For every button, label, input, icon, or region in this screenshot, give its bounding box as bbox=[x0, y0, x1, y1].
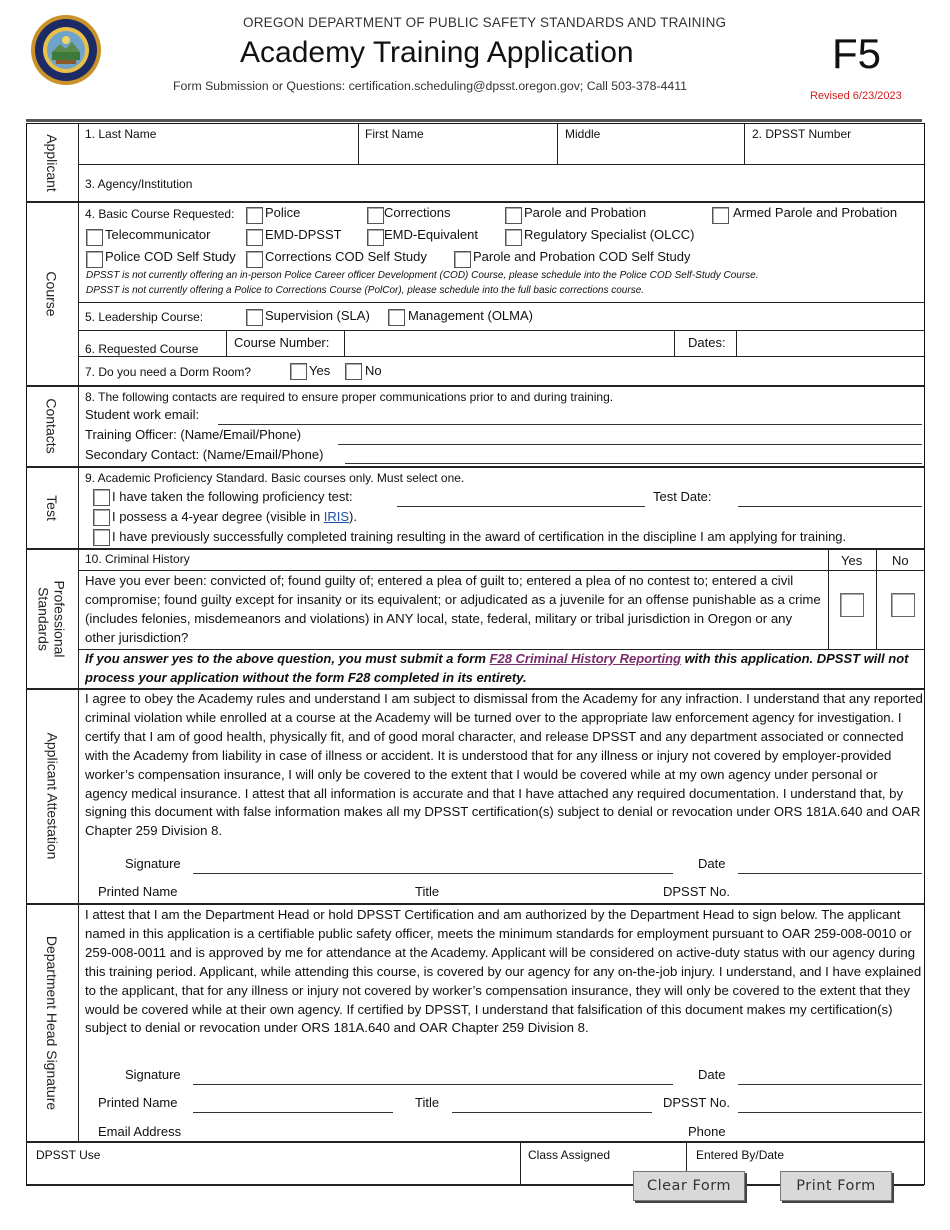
course-note-polcor: DPSST is not currently offering a Police to Corrections Course (PolCor), please schedule into the full basic corrections course. bbox=[86, 285, 645, 296]
prior-certification-label: I have previously successfully completed training resulting in the award of certification in the discipline I am applying for training. bbox=[112, 529, 847, 544]
dept-date-input[interactable] bbox=[738, 1084, 922, 1085]
checkbox-four-year-degree[interactable] bbox=[93, 509, 110, 526]
dept-printed-name-label: Printed Name bbox=[98, 1095, 178, 1110]
checkbox-police-cod[interactable] bbox=[86, 251, 103, 268]
criminal-history-question: Have you ever been: convicted of; found guilty of; entered a plea of guilt to; entered a plea of no contest to; entered a civil compromise; found guilty except for insanity or its equivalent; or adjudicated as a juvenile for an offense punishable as a crime (includes felonies, misdemeanors and violations) in ANY local, state, federal, military or tribal jurisdiction in Oregon or any other jurisdiction? bbox=[85, 573, 821, 645]
proficiency-heading: 9. Academic Proficiency Standard. Basic courses only. Must select one. bbox=[85, 471, 465, 485]
course-number-label: Course Number: bbox=[234, 335, 330, 350]
dpsst-use-label: DPSST Use bbox=[36, 1148, 101, 1162]
checkbox-parole[interactable] bbox=[505, 207, 522, 224]
dept-dpsst-no-input[interactable] bbox=[738, 1112, 922, 1113]
dpsst-seal bbox=[30, 14, 102, 86]
checkbox-corrections-cod[interactable] bbox=[246, 251, 263, 268]
f28-notice: If you answer yes to the above question, you must submit a form F28 Criminal History Reporting with this application. DPSST will not process your application without the form F28 completed in its entirety. bbox=[85, 651, 909, 685]
criminal-yes-header: Yes bbox=[841, 553, 863, 568]
option-corrections-cod: Corrections COD Self Study bbox=[265, 249, 427, 264]
secondary-contact-input[interactable] bbox=[345, 463, 922, 464]
student-email-label: Student work email: bbox=[85, 407, 200, 422]
f28-link[interactable]: F28 Criminal History Reporting bbox=[489, 651, 681, 666]
checkbox-proficiency-test[interactable] bbox=[93, 489, 110, 506]
section-label-applicant: Applicant bbox=[44, 133, 60, 192]
option-emd-dpsst: EMD-DPSST bbox=[265, 227, 342, 242]
clear-form-button[interactable]: Clear Form bbox=[633, 1171, 745, 1201]
checkbox-management[interactable] bbox=[388, 309, 405, 326]
test-date-input[interactable] bbox=[738, 506, 922, 507]
dept-email-label: Email Address bbox=[98, 1124, 182, 1139]
first-name-label: First Name bbox=[365, 127, 424, 141]
option-parole: Parole and Probation bbox=[524, 205, 647, 220]
dept-signature-input[interactable] bbox=[193, 1084, 673, 1085]
attest-printed-name-label: Printed Name bbox=[98, 884, 178, 899]
option-telecommunicator: Telecommunicator bbox=[105, 227, 211, 242]
dept-signature-label: Signature bbox=[125, 1067, 181, 1082]
attest-date-label: Date bbox=[698, 856, 726, 871]
page-title: Academy Training Application bbox=[240, 36, 634, 69]
attest-signature-label: Signature bbox=[125, 856, 181, 871]
option-corrections: Corrections bbox=[384, 205, 451, 220]
revised-date: Revised 6/23/2023 bbox=[810, 90, 902, 102]
attestation-text: I agree to obey the Academy rules and understand I am subject to dismissal from the Academy for any infraction. I understand that any reported criminal violation while enrolled at a course at the Academy will be turned over to the appropriate law enforcement agency for investigation. I certify that I am of good health, physically fit, and of good moral character, and release DPSST and any department associated or connected with the Academy from liability in case of illness or accident. It is understood that for any illness or injury not covered by employer-provided worker’s compensation insurance, I will only be covered to the extent that I would be covered while at my own agency under personal or agency medical insurance. I attest that all information is accurate and that I have attached any required documentation. I understand that, by signing this document with false information makes all my DPSST certification(s) subject to denial or revocation under ORS 181A.640 and OAR Chapter 259 Division 8. bbox=[85, 691, 923, 839]
checkbox-supervision[interactable] bbox=[246, 309, 263, 326]
checkbox-criminal-yes[interactable] bbox=[840, 593, 864, 617]
contacts-heading: 8. The following contacts are required to ensure proper communications prior to and during training. bbox=[85, 390, 614, 404]
training-officer-label: Training Officer: (Name/Email/Phone) bbox=[85, 427, 302, 442]
checkbox-corrections[interactable] bbox=[367, 207, 384, 224]
dorm-yes-label: Yes bbox=[309, 363, 331, 378]
option-regulatory: Regulatory Specialist (OLCC) bbox=[524, 227, 695, 242]
department-head-text: I attest that I am the Department Head or hold DPSST Certification and am authorized by the Department Head to sign below. The applicant named in this application is a certifiable public safety officer, meets the minimum standards for employment pursuant to OAR 259-008-0010 or 259-008-0011 and is approved by me for attendance at the Academy. Applicant will be considered on active-duty status with our agency during this training period. Applicant, while attending this course, is covered by our agency for any on-the-job injury. I understand, and I have explained to the applicant, that for any illness or injury not covered by worker’s compensation insurance, they will only be covered to the extent that they would be covered while at their own agency. If certified by DPSST, I understand that falsification of this document makes my certification(s) subject to denial or revocation under ORS 181A.640 and OAR Chapter 259 Division 8. bbox=[85, 907, 922, 1036]
dept-date-label: Date bbox=[698, 1067, 726, 1082]
middle-name-label: Middle bbox=[565, 127, 601, 141]
dept-title-input[interactable] bbox=[452, 1112, 652, 1113]
checkbox-emd-equivalent[interactable] bbox=[367, 229, 384, 246]
proficiency-test-label: I have taken the following proficiency test: bbox=[112, 489, 353, 504]
option-parole-cod: Parole and Probation COD Self Study bbox=[473, 249, 691, 264]
dept-dpsst-no-label: DPSST No. bbox=[663, 1095, 730, 1110]
form-code: F5 bbox=[832, 30, 882, 77]
checkbox-emd-dpsst[interactable] bbox=[246, 229, 263, 246]
checkbox-police[interactable] bbox=[246, 207, 263, 224]
checkbox-dorm-no[interactable] bbox=[345, 363, 362, 380]
contact-line: Form Submission or Questions: certification.scheduling@dpsst.oregon.gov; Call 503-378-4411 bbox=[173, 79, 687, 93]
criminal-history-heading: 10. Criminal History bbox=[85, 552, 190, 566]
entered-by-label: Entered By/Date bbox=[696, 1148, 785, 1162]
attest-dpsst-no-label: DPSST No. bbox=[663, 884, 730, 899]
secondary-contact-label: Secondary Contact: (Name/Email/Phone) bbox=[85, 447, 324, 462]
student-email-input[interactable] bbox=[218, 424, 922, 425]
proficiency-test-input[interactable] bbox=[397, 506, 645, 507]
criminal-no-header: No bbox=[892, 553, 909, 568]
section-label-course: Course bbox=[43, 270, 60, 317]
leadership-course-label: 5. Leadership Course: bbox=[85, 310, 204, 324]
option-supervision: Supervision (SLA) bbox=[265, 308, 370, 323]
dept-phone-label: Phone bbox=[688, 1124, 726, 1139]
section-label-professional-standards: Professional Standards bbox=[36, 579, 69, 658]
section-label-contacts: Contacts bbox=[44, 398, 60, 454]
checkbox-prior-certification[interactable] bbox=[93, 529, 110, 546]
checkbox-regulatory[interactable] bbox=[505, 229, 522, 246]
four-year-degree-label: I possess a 4-year degree (visible in IRIS). bbox=[112, 509, 357, 524]
last-name-label: 1. Last Name bbox=[85, 127, 157, 141]
checkbox-dorm-yes[interactable] bbox=[290, 363, 307, 380]
option-management: Management (OLMA) bbox=[408, 308, 533, 323]
option-police-cod: Police COD Self Study bbox=[105, 249, 236, 264]
dorm-no-label: No bbox=[365, 363, 382, 378]
checkbox-telecommunicator[interactable] bbox=[86, 229, 103, 246]
dept-printed-name-input[interactable] bbox=[193, 1112, 393, 1113]
training-officer-input[interactable] bbox=[338, 444, 922, 445]
checkbox-criminal-no[interactable] bbox=[891, 593, 915, 617]
dates-label: Dates: bbox=[688, 335, 726, 350]
dept-title-label: Title bbox=[415, 1095, 440, 1110]
section-label-applicant-attestation: Applicant Attestation bbox=[44, 732, 60, 860]
test-date-label: Test Date: bbox=[653, 489, 712, 504]
section-label-test: Test bbox=[44, 494, 60, 521]
dates-input[interactable] bbox=[737, 331, 923, 355]
checkbox-armed-parole[interactable] bbox=[712, 207, 729, 224]
option-police: Police bbox=[265, 205, 301, 220]
basic-course-label: 4. Basic Course Requested: bbox=[85, 207, 235, 221]
agency-label: 3. Agency/Institution bbox=[85, 177, 193, 191]
requested-course-label: 6. Requested Course bbox=[85, 342, 199, 356]
class-assigned-label: Class Assigned bbox=[528, 1148, 611, 1162]
course-number-input[interactable] bbox=[345, 331, 673, 355]
print-form-button[interactable]: Print Form bbox=[780, 1171, 892, 1201]
section-label-department-head: Department Head Signature bbox=[44, 935, 61, 1110]
checkbox-parole-cod[interactable] bbox=[454, 251, 471, 268]
attest-signature-input[interactable] bbox=[193, 873, 673, 874]
iris-link[interactable]: IRIS bbox=[323, 509, 350, 524]
attest-date-input[interactable] bbox=[738, 873, 922, 874]
course-note-cod: DPSST is not currently offering an in-person Police Career officer Development (COD) Course, please schedule into the Police COD Self-Study Course. bbox=[86, 270, 759, 281]
dorm-room-label: 7. Do you need a Dorm Room? bbox=[85, 365, 252, 379]
agency-name: OREGON DEPARTMENT OF PUBLIC SAFETY STANDARDS AND TRAINING bbox=[243, 15, 727, 30]
option-armed-parole: Armed Parole and Probation bbox=[733, 205, 898, 220]
dpsst-number-label: 2. DPSST Number bbox=[752, 127, 852, 141]
option-emd-equivalent: EMD-Equivalent bbox=[384, 227, 478, 242]
attest-title-label: Title bbox=[415, 884, 440, 899]
